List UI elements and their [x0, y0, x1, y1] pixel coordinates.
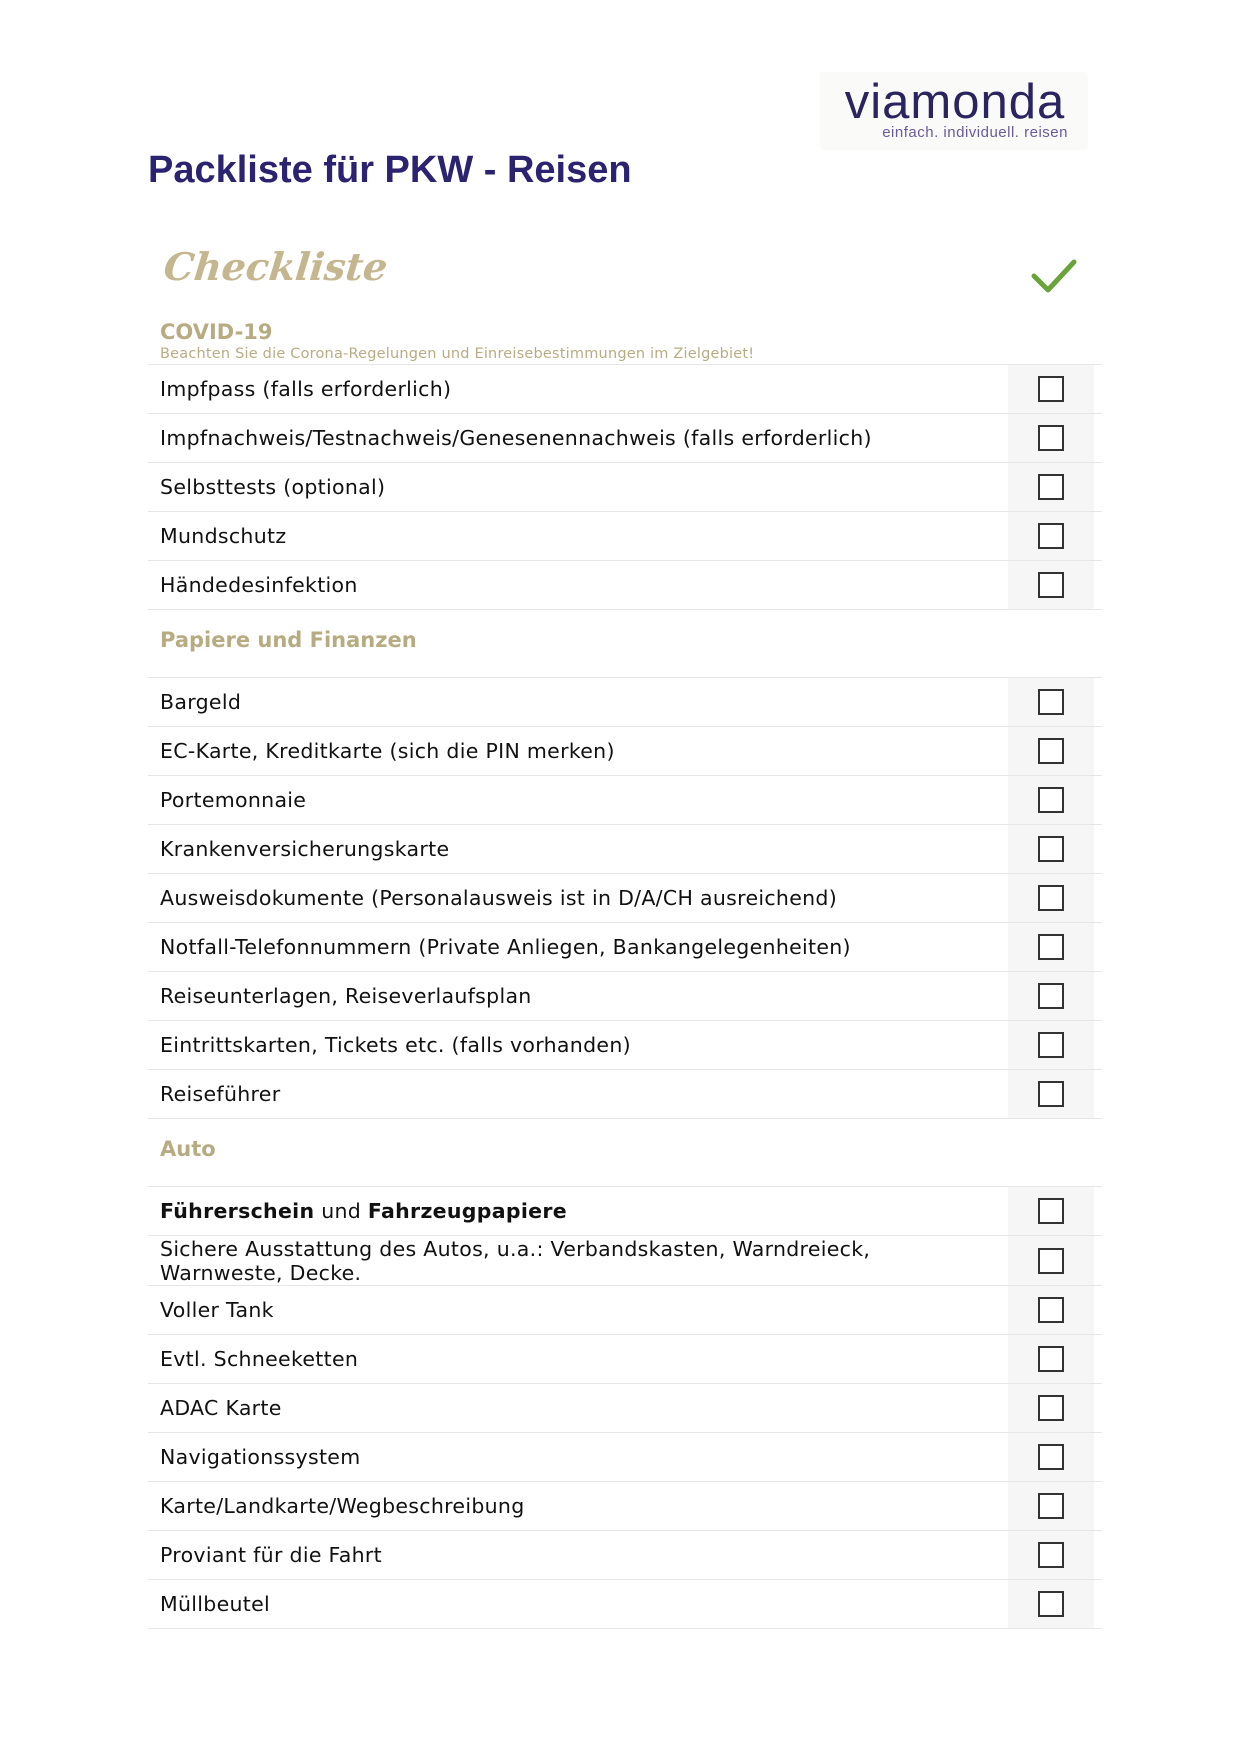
checkbox-cell [1008, 1070, 1094, 1118]
item-label: Impfpass (falls erforderlich) [160, 377, 452, 401]
checkbox-cell [1008, 727, 1094, 775]
item-label: Eintrittskarten, Tickets etc. (falls vorhanden) [160, 1033, 631, 1057]
checkbox-cell [1008, 1335, 1094, 1383]
checkbox[interactable] [1038, 1081, 1064, 1107]
checklist-row [148, 511, 1102, 560]
checklist-row [148, 1383, 1102, 1432]
checkbox[interactable] [1038, 689, 1064, 715]
checklist-row [148, 1481, 1102, 1530]
checklist-row [148, 1432, 1102, 1481]
checkbox[interactable] [1038, 1591, 1064, 1617]
item-label: Mundschutz [160, 524, 287, 548]
checkbox-cell [1008, 1286, 1094, 1334]
checklist-row [148, 1579, 1102, 1629]
checkbox[interactable] [1038, 425, 1064, 451]
item-label-text: und [314, 1199, 368, 1223]
checkbox-cell [1008, 561, 1094, 609]
checkbox-cell [1008, 463, 1094, 511]
checkbox[interactable] [1038, 1198, 1064, 1224]
checkbox[interactable] [1038, 1542, 1064, 1568]
checkbox[interactable] [1038, 1297, 1064, 1323]
checklist-row [148, 1530, 1102, 1579]
checkbox-cell [1008, 1482, 1094, 1530]
checkbox[interactable] [1038, 523, 1064, 549]
checklist-row [148, 971, 1102, 1020]
checklist-row [148, 1235, 1102, 1285]
checkbox[interactable] [1038, 1346, 1064, 1372]
section-header-auto [148, 1119, 1102, 1186]
checkbox[interactable] [1038, 1248, 1064, 1274]
item-label: Impfnachweis/Testnachweis/Genesenennachweis (falls erforderlich) [160, 426, 872, 450]
item-label: Proviant für die Fahrt [160, 1543, 382, 1567]
item-label: Ausweisdokumente (Personalausweis ist in D/A/CH ausreichend) [160, 886, 838, 910]
checkbox-cell [1008, 365, 1094, 413]
checklist-row [148, 824, 1102, 873]
checkbox-cell [1008, 1433, 1094, 1481]
section-note: Beachten Sie die Corona-Regelungen und Einreisebestimmungen im Zielgebiet! [160, 346, 755, 362]
checklist-row [148, 1334, 1102, 1383]
item-label [148, 1199, 1008, 1223]
checklist-row [148, 775, 1102, 824]
item-label: Navigationssystem [160, 1445, 361, 1469]
checklist-row [148, 560, 1102, 610]
checklist-row [148, 873, 1102, 922]
logo-tagline: einfach. individuell. reisen [882, 124, 1068, 141]
checkbox-cell [1008, 414, 1094, 462]
checkbox[interactable] [1038, 1032, 1064, 1058]
item-label: Müllbeutel [160, 1592, 271, 1616]
section-title: COVID-19 [160, 320, 273, 344]
checklist-row [148, 1285, 1102, 1334]
checkbox-cell [1008, 972, 1094, 1020]
checkbox[interactable] [1038, 474, 1064, 500]
checkbox-cell [1008, 874, 1094, 922]
checkbox[interactable] [1038, 376, 1064, 402]
checklist-row [148, 922, 1102, 971]
checkbox-cell [1008, 1021, 1094, 1069]
checkbox-cell [1008, 1236, 1094, 1285]
checkbox[interactable] [1038, 738, 1064, 764]
item-label: Krankenversicherungskarte [160, 837, 450, 861]
checkbox[interactable] [1038, 1493, 1064, 1519]
item-label: Selbsttests (optional) [160, 475, 386, 499]
checklist [148, 316, 1102, 1629]
checklist-row [148, 1069, 1102, 1119]
checklist-row [148, 413, 1102, 462]
item-label: Voller Tank [160, 1298, 274, 1322]
checklist-row [148, 462, 1102, 511]
checkbox[interactable] [1038, 885, 1064, 911]
checkbox-cell [1008, 1580, 1094, 1628]
logo-wordmark: viamonda [844, 75, 1066, 129]
checklist-row [148, 1186, 1102, 1235]
checkbox-cell [1008, 1531, 1094, 1579]
item-label: Evtl. Schneeketten [160, 1347, 359, 1371]
section-header-covid [148, 316, 1102, 364]
checkbox-cell [1008, 776, 1094, 824]
checkbox[interactable] [1038, 983, 1064, 1009]
item-label-bold: Führerschein [160, 1199, 315, 1223]
item-label-bold: Fahrzeugpapiere [367, 1199, 567, 1223]
checkbox[interactable] [1038, 836, 1064, 862]
checklist-row [148, 726, 1102, 775]
checkmark-icon [1030, 256, 1078, 296]
page-title: Packliste für PKW - Reisen [148, 149, 632, 191]
item-label-line: Warnweste, Decke. [160, 1260, 362, 1285]
section-title: Auto [160, 1137, 216, 1161]
checkbox-cell [1008, 923, 1094, 971]
checkbox[interactable] [1038, 572, 1064, 598]
section-header-papers [148, 610, 1102, 677]
item-label: Händedesinfektion [160, 573, 358, 597]
item-label: EC-Karte, Kreditkarte (sich die PIN merken) [160, 739, 615, 763]
brand-logo [820, 72, 1088, 150]
item-label: Notfall-Telefonnummern (Private Anliegen, Bankangelegenheiten) [160, 935, 851, 959]
checklist-row [148, 1020, 1102, 1069]
checkbox-cell [1008, 512, 1094, 560]
checkbox[interactable] [1038, 787, 1064, 813]
item-label: ADAC Karte [160, 1396, 282, 1420]
checklist-heading: Checkliste [161, 244, 390, 289]
checklist-row [148, 364, 1102, 413]
checkbox[interactable] [1038, 934, 1064, 960]
item-label: Portemonnaie [160, 788, 307, 812]
checkbox-cell [1008, 1187, 1094, 1235]
checkbox[interactable] [1038, 1395, 1064, 1421]
item-label: Bargeld [160, 690, 242, 714]
checklist-row [148, 677, 1102, 726]
checkbox-cell [1008, 1384, 1094, 1432]
item-label-line: Sichere Ausstattung des Autos, u.a.: Verbandskasten, Warndreieck, [160, 1236, 871, 1261]
item-label: Reiseführer [160, 1082, 281, 1106]
checkbox-cell [1008, 825, 1094, 873]
section-title: Papiere und Finanzen [160, 628, 417, 652]
checkbox-cell [1008, 678, 1094, 726]
item-label [148, 1237, 1008, 1285]
checkbox[interactable] [1038, 1444, 1064, 1470]
item-label: Reiseunterlagen, Reiseverlaufsplan [160, 984, 532, 1008]
item-label: Karte/Landkarte/Wegbeschreibung [160, 1494, 525, 1518]
